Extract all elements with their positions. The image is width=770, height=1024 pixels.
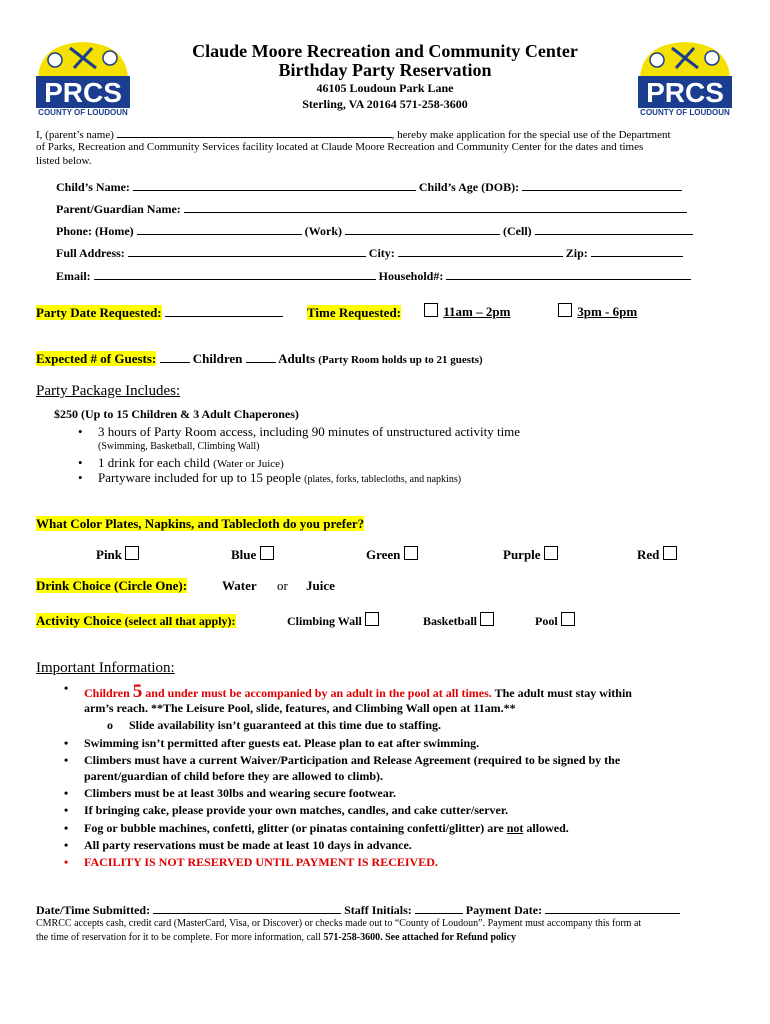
row-email [56,268,691,284]
room-capacity-note: (Party Room holds up to 21 guests) [318,354,483,366]
zip-label: Zip: [565,246,588,260]
intro-line-3: listed below. [36,155,92,167]
important-6-end: allowed. [526,821,569,835]
child-name-label: Child’s Name: [56,180,130,194]
color-green-label: Green [366,547,401,562]
package-item-3 [78,470,462,486]
important-4-text: Climbers must be at least 30lbs and wearing secure footwear. [84,786,396,800]
bullet: • [78,455,83,470]
important-item-8 [64,855,438,870]
drink-water-option[interactable]: Water [222,578,257,593]
guests-label: Expected # of Guests: [36,351,157,366]
payment-note-1: CMRCC accepts cash, credit card (MasterCard, Visa, or Discover) or checks made out to “County of Loudoun”. Payment must accompany this form at [36,918,642,929]
activity-option-climbing[interactable] [287,612,379,629]
time-requested-label: Time Requested: [307,305,402,320]
form-title: Claude Moore Recreation and Community Center [192,41,578,61]
intro-line-1 [36,126,736,141]
important-item-1 [64,681,632,703]
payment-date-field[interactable] [545,902,680,914]
city-label: City: [368,246,395,260]
color-blue-label: Blue [231,547,257,562]
important-6-not: not [506,821,524,835]
package-item-2-note: (Water or Juice) [213,458,284,470]
color-purple-label: Purple [503,547,541,562]
bullet: • [64,821,69,835]
svg-text:COUNTY OF LOUDOUN: COUNTY OF LOUDOUN [640,108,730,116]
bullet: • [64,838,69,852]
important-5-text: If bringing cake, please provide your own matches, candles, and cake cutter/server. [84,803,509,817]
svg-text:PRCS: PRCS [44,77,122,108]
row-guests [36,351,483,367]
color-red-checkbox[interactable] [663,546,677,560]
phone-work-label: (Work) [304,224,342,238]
intro-line-2: of Parks, Recreation and Community Services facility located at Claude Moore Recreation and Community Center for the dates and times [36,141,644,153]
child-name-field[interactable] [133,179,416,191]
important-item-2 [64,736,480,751]
color-green-checkbox[interactable] [404,546,418,560]
household-label: Household#: [378,269,444,283]
important-item-3-line-2: parent/guardian of child before they are allowed to climb). [84,769,383,783]
child-age-label: Child’s Age (DOB): [418,180,520,194]
color-option-red[interactable] [637,546,677,563]
package-item-1 [78,424,521,440]
staff-initials-label: Staff Initials: [344,903,412,917]
payment-date-label: Payment Date: [465,903,543,917]
important-1-age: 5 [132,681,143,702]
address-label: Full Address: [56,246,125,260]
important-1-red-b: and under must be accompanied by an adult in the pool at all times. [145,686,492,700]
color-red-label: Red [637,547,660,562]
adults-count-field[interactable] [246,351,276,363]
address-line-1: 46105 Loudoun Park Lane [316,81,454,95]
package-price: $250 (Up to 15 Children & 3 Adult Chaperones) [54,407,299,421]
parent-name-field[interactable] [117,126,392,138]
payment-note-2a: the time of reservation for it to be complete. For more information, call [36,932,321,943]
intro-part-2: , hereby make application for the special use of the Department [391,129,671,141]
date-submitted-field[interactable] [153,902,341,914]
row-child [56,179,682,195]
row-parent [56,201,687,217]
color-option-blue[interactable] [231,546,274,563]
activity-pool-checkbox[interactable] [561,612,575,626]
activity-climbing-checkbox[interactable] [365,612,379,626]
payment-note-phone: 571-258-3600 [323,932,381,943]
time-1-checkbox[interactable] [424,303,438,317]
important-item-7 [64,838,412,853]
bullet: • [64,803,69,817]
package-item-2 [78,455,284,471]
sub-bullet: o [107,718,113,732]
row-time [307,305,401,321]
drink-label-text: Drink Choice (Circle One): [36,578,188,593]
important-6-text: Fog or bubble machines, confetti, glitter (or pinatas containing confetti/glitter) are [84,821,504,835]
activity-option-pool[interactable] [535,612,575,629]
activity-basketball-checkbox[interactable] [480,612,494,626]
important-1-red-a: Children [84,686,130,700]
important-item-1-sub [107,718,442,733]
intro-part-1: I, (parent’s name) [36,129,114,141]
important-heading: Important Information: [36,660,175,676]
footer-submission-row [36,902,680,918]
form-subtitle: Birthday Party Reservation [278,60,492,80]
important-8-text: FACILITY IS NOT RESERVED UNTIL PAYMENT IS RECEIVED. [84,855,438,869]
row-phone [56,223,693,239]
parent-guardian-field[interactable] [184,201,687,213]
bullet: • [78,470,83,485]
activity-label-b: (select all that apply): [122,614,236,628]
parent-name-label: Parent/Guardian Name: [56,202,181,216]
phone-home-label: Phone: (Home) [56,224,134,238]
color-question-text: What Color Plates, Napkins, and Tablecloth do you prefer? [36,516,365,531]
activity-pool-label: Pool [535,614,558,628]
color-pink-label: Pink [96,547,123,562]
time-option-1[interactable] [424,303,510,320]
time-2-checkbox[interactable] [558,303,572,317]
party-date-field[interactable] [165,305,283,317]
package-item-3-note: (plates, forks, tablecloths, and napkins) [304,474,462,485]
address-line-2: Sterling, VA 20164 571-258-3600 [302,97,468,111]
drink-or: or [277,578,288,593]
bullet: • [78,424,83,439]
time-2-label: 3pm - 6pm [577,304,638,319]
phone-cell-field[interactable] [535,223,693,235]
payment-note-2 [36,932,516,943]
bullet: • [64,855,69,869]
activity-choice-label [36,612,236,630]
bullet: • [64,681,69,695]
zip-field[interactable] [591,245,683,257]
package-item-3-text: Partyware included for up to 15 people [98,470,301,485]
refund-policy-note: . See attached for Refund policy [380,932,517,943]
children-label: Children [192,351,243,366]
children-count-field[interactable] [160,351,190,363]
phone-cell-label: (Cell) [503,224,532,238]
child-age-field[interactable] [522,179,682,191]
important-2-text: Swimming isn’t permitted after guests eat. Please plan to eat after swimming. [84,736,480,750]
time-1-label: 11am – 2pm [443,304,511,319]
household-field[interactable] [446,268,691,280]
row-address [56,245,683,261]
package-item-2-text: 1 drink for each child [98,455,210,470]
phone-work-field[interactable] [345,223,500,235]
phone-home-field[interactable] [137,223,302,235]
important-7-text: All party reservations must be made at least 10 days in advance. [84,838,412,852]
svg-text:PRCS: PRCS [646,77,724,108]
activity-climbing-label: Climbing Wall [287,614,362,628]
important-item-4 [64,786,396,801]
activity-label-a: Activity Choice [36,613,122,628]
important-1-black: The adult must stay within [494,686,632,700]
date-submitted-label: Date/Time Submitted: [36,903,151,917]
time-option-2[interactable] [558,303,637,320]
city-field[interactable] [398,245,563,257]
bullet: • [64,736,69,750]
email-label: Email: [56,269,91,283]
party-date-label: Party Date Requested: [36,305,162,320]
email-field[interactable] [94,268,376,280]
drink-juice-option[interactable]: Juice [306,578,335,593]
activity-basketball-label: Basketball [423,614,478,628]
package-item-1-sub: (Swimming, Basketball, Climbing Wall) [98,441,260,452]
staff-initials-field[interactable] [415,902,463,914]
color-option-green[interactable] [366,546,418,563]
package-item-1-text: 3 hours of Party Room access, including 90 minutes of unstructured activity time [98,424,521,439]
bullet: • [64,786,69,800]
address-field[interactable] [128,245,366,257]
color-blue-checkbox[interactable] [260,546,274,560]
color-option-purple[interactable] [503,546,558,563]
color-purple-checkbox[interactable] [544,546,558,560]
important-item-3 [64,753,621,768]
svg-text:COUNTY OF LOUDOUN: COUNTY OF LOUDOUN [38,108,128,116]
color-question [36,516,364,532]
important-item-5 [64,803,509,818]
color-pink-checkbox[interactable] [125,546,139,560]
drink-choice-label [36,578,187,594]
activity-option-basketball[interactable] [423,612,494,629]
color-option-pink[interactable] [96,546,139,563]
important-item-1-line-2: arm’s reach. **The Leisure Pool, slide, features, and Climbing Wall open at 11am.** [84,701,516,715]
adults-label: Adults [278,351,316,366]
package-heading: Party Package Includes: [36,383,181,399]
important-item-6 [64,821,569,836]
important-3-text: Climbers must have a current Waiver/Participation and Release Agreement (required to be signed by the [84,753,621,767]
bullet: • [64,753,69,767]
row-party-date [36,305,283,321]
important-1-sub-text: Slide availability isn’t guaranteed at this time due to staffing. [129,718,442,732]
